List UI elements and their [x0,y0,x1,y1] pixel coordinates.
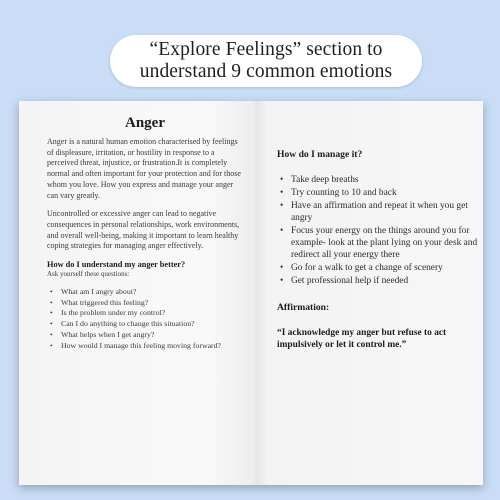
bullet-icon: • [50,287,53,297]
page-title: Anger [125,115,165,131]
bullet-icon: • [280,275,284,286]
list-item: • Focus your energy on the things around you for example- look at the plant lying on your desk and redirect all your energy there [280,225,478,261]
list-item: • How would I manage this feeling moving forward? [50,340,222,350]
bullet-icon: • [50,308,53,318]
question-list [47,287,243,351]
tips-list [277,174,483,287]
bullet-icon: • [50,340,53,350]
list-item: • Get professional help if needed [280,275,409,286]
promo-banner [110,35,422,87]
bullet-icon: • [280,187,284,198]
banner-line-2: understand 9 common emotions [139,61,393,82]
question-subheading: Ask yourself these questions: [47,270,130,279]
manage-heading: How do I manage it? [277,149,363,160]
list-item: • Have an affirmation and repeat it when you get angry [280,200,468,223]
bullet-icon: • [280,225,284,236]
list-item: • Take deep breaths [280,175,359,185]
list-item: • What helps when I get angry? [50,329,155,339]
consequences-paragraph: Uncontrolled or excessive anger can lead to negative consequences in personal relationships, work environments, and overall well-being, making it important to learn healthy coping strategies for managing anger effectively. [47,209,240,251]
open-book [19,101,483,485]
bullet-icon: • [50,319,53,329]
banner-line-1: “Explore Feelings” section to [149,39,383,60]
list-item: • Try counting to 10 and back [280,187,397,198]
list-item: • Go for a walk to get a change of scenery [280,263,443,274]
affirmation-label: Affirmation: [277,302,330,314]
list-item: • What triggered this feeling? [50,297,149,307]
list-item: • Is the problem under my control? [50,308,166,318]
bullet-icon: • [280,175,284,185]
bullet-icon: • [50,329,53,339]
right-page [255,101,483,485]
affirmation-text: “I acknowledge my anger but refuse to act impulsively or let it control me.” [277,328,447,351]
list-item: • What am I angry about? [50,287,137,297]
bullet-icon: • [280,200,284,211]
list-item: • Can I do anything to change this situation? [50,319,195,329]
question-heading: How do I understand my anger better? [47,260,186,270]
bullet-icon: • [50,297,53,307]
left-page [19,101,255,485]
intro-paragraph: Anger is a natural human emotion characterised by feelings of displeasure, irritation, or hostility in response to a perceived threat, injustice, or frustration.It is completely normal and often important for your protection and for those whom you love. How you express and manage your anger can vary greatly. [47,137,241,200]
bullet-icon: • [280,263,284,274]
